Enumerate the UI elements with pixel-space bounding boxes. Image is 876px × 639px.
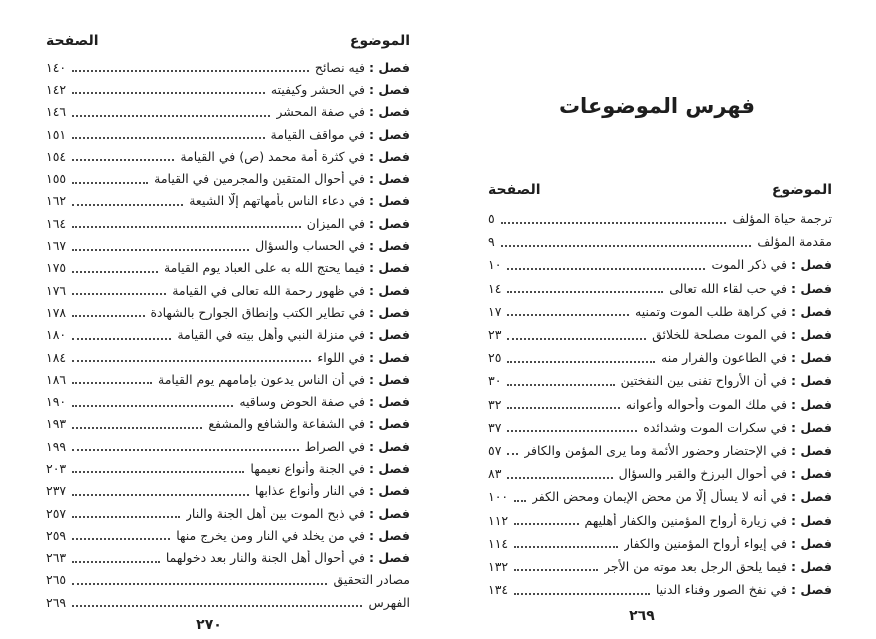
toc-entry-label bbox=[151, 305, 411, 320]
toc-entry-page-number: ٥ bbox=[488, 211, 495, 227]
dot-leader bbox=[507, 314, 629, 316]
toc-entry-label bbox=[532, 489, 832, 504]
dot-leader bbox=[72, 449, 298, 451]
toc-entry-prefix: فصل : bbox=[368, 126, 410, 142]
toc-entry bbox=[488, 253, 832, 276]
toc-entry-page-number: ٢٥٧ bbox=[46, 505, 67, 521]
toc-entry-label bbox=[585, 513, 832, 528]
toc-entry-title: مصادر التحقيق bbox=[333, 572, 410, 588]
toc-entry-prefix: فصل : bbox=[790, 373, 832, 389]
toc-entry-page-number: ١٧٨ bbox=[46, 304, 67, 320]
toc-entry-page-number: ١٧٦ bbox=[46, 282, 67, 298]
dot-leader bbox=[501, 245, 752, 247]
toc-header bbox=[488, 182, 832, 207]
dot-leader bbox=[72, 137, 264, 139]
toc-entry-label bbox=[307, 216, 410, 231]
toc-entry bbox=[46, 145, 410, 167]
toc-entry-label bbox=[158, 372, 410, 387]
toc-entry-label bbox=[239, 394, 410, 409]
toc-entry-page-number: ١٣٤ bbox=[488, 582, 509, 598]
toc-entry-label bbox=[643, 420, 832, 435]
toc-entry-prefix: فصل : bbox=[368, 416, 410, 432]
toc-entry-prefix: فصل : bbox=[368, 505, 410, 521]
toc-entry-title: في تطاير الكتب وإنطاق الجوارح بالشهادة bbox=[150, 304, 365, 320]
dot-leader bbox=[507, 338, 646, 340]
toc-entry-title: في النار وأنواع عذابها bbox=[254, 483, 365, 499]
toc-entry-prefix: فصل : bbox=[368, 327, 410, 343]
toc-entry-title: في الإحتضار وحضور الأئمة وما يرى المؤمن والكافر bbox=[524, 442, 787, 458]
toc-entry-prefix: فصل : bbox=[368, 371, 410, 387]
toc-entry-label bbox=[635, 304, 832, 319]
toc-entry-label bbox=[619, 466, 832, 481]
toc-entry-label bbox=[732, 211, 832, 226]
toc-entry-page-number: ٢٦٩ bbox=[46, 594, 67, 610]
dot-leader bbox=[72, 538, 170, 540]
dot-leader bbox=[507, 361, 655, 363]
toc-entry-title: في صفة الحوض وساقيه bbox=[239, 394, 365, 410]
toc-entry-label bbox=[255, 238, 410, 253]
toc-entry-prefix: فصل : bbox=[368, 394, 410, 410]
toc-entry-label bbox=[652, 327, 832, 342]
toc-entry-label bbox=[208, 416, 410, 431]
dot-leader bbox=[72, 471, 244, 473]
toc-entry-page-number: ١٤٦ bbox=[46, 104, 67, 120]
dot-leader bbox=[507, 407, 619, 409]
toc-entry-prefix: فصل : bbox=[368, 148, 410, 164]
toc-entry-title: في منزلة النبي وأهل بيته في القيامة bbox=[177, 327, 365, 343]
dot-leader bbox=[72, 494, 249, 496]
toc-entry bbox=[46, 413, 410, 435]
toc-entry-prefix: فصل : bbox=[790, 442, 832, 458]
toc-entry-label bbox=[166, 550, 410, 565]
toc-entry-prefix: فصل : bbox=[368, 527, 410, 543]
toc-entry-page-number: ١٧٥ bbox=[46, 260, 67, 276]
toc-entry-label bbox=[176, 528, 410, 543]
toc-entry-page-number: ١٤ bbox=[488, 280, 502, 296]
toc-entry-title: في الطاعون والفرار منه bbox=[661, 350, 787, 366]
toc-entry bbox=[46, 190, 410, 212]
toc-entry-title: في ظهور رحمة الله تعالى في القيامة bbox=[172, 282, 365, 298]
toc-entry-prefix: فصل : bbox=[790, 466, 832, 482]
dot-leader bbox=[507, 477, 612, 479]
toc-entry-page-number: ١٠ bbox=[488, 257, 502, 273]
toc-entry-prefix: فصل : bbox=[790, 419, 832, 435]
toc-entry-page-number: ٣٧ bbox=[488, 419, 502, 435]
toc-entry bbox=[46, 234, 410, 256]
toc-entry-prefix: فصل : bbox=[368, 460, 410, 476]
toc-entry bbox=[488, 532, 832, 555]
toc-entry-prefix: فصل : bbox=[368, 238, 410, 254]
toc-entry-title: في الحشر وكيفيته bbox=[270, 81, 365, 97]
toc-entry-title: في سكرات الموت وشدائده bbox=[643, 419, 787, 435]
toc-entry-title: في أحوال المتقين والمجرمين في القيامة bbox=[154, 171, 365, 187]
dot-leader bbox=[514, 523, 578, 525]
toc-entry-label bbox=[604, 559, 832, 574]
toc-entry-prefix: فصل : bbox=[368, 81, 410, 97]
toc-entry-title: فيما يلحق الرجل بعد موته من الأجر bbox=[604, 558, 787, 574]
dot-leader bbox=[514, 569, 598, 571]
toc-entry-label bbox=[711, 257, 832, 272]
toc-entry-prefix: فصل : bbox=[790, 558, 832, 574]
toc-entry-title: في أن الأرواح تفنى بين النفختين bbox=[620, 373, 787, 389]
toc-entry-prefix: فصل : bbox=[368, 550, 410, 566]
dot-leader bbox=[507, 268, 705, 270]
toc-entry-label bbox=[315, 60, 410, 75]
toc-entry-prefix: فصل : bbox=[368, 193, 410, 209]
dot-leader bbox=[72, 405, 233, 407]
page-right bbox=[438, 0, 876, 639]
toc-entry bbox=[488, 207, 832, 230]
toc-entry-page-number: ١٣٢ bbox=[488, 558, 509, 574]
dot-leader bbox=[514, 546, 618, 548]
toc-entry bbox=[46, 123, 410, 145]
toc-entry-page-number: ١٠٠ bbox=[488, 489, 509, 505]
toc-entry-title: في الجنة وأنواع نعيمها bbox=[250, 460, 365, 476]
toc-entry bbox=[488, 578, 832, 601]
page-number-folio-left: ٢٧٠ bbox=[196, 617, 222, 633]
toc-entry-label bbox=[271, 82, 410, 97]
toc-entry-title: في كراهة طلب الموت وتمنيه bbox=[635, 303, 787, 319]
dot-leader bbox=[507, 453, 518, 455]
toc-entry-page-number: ١٩٠ bbox=[46, 394, 67, 410]
toc-entry-page-number: ٢٦٥ bbox=[46, 572, 67, 588]
toc-entry-prefix: فصل : bbox=[790, 280, 832, 296]
toc-entry-title: في أحوال أهل الجنة والنار بعد دخولهما bbox=[165, 550, 365, 566]
toc-entry-title: في الحساب والسؤال bbox=[255, 238, 365, 254]
toc-entry-title: ترجمة حياة المؤلف bbox=[732, 211, 832, 227]
toc-entry-title: في دعاء الناس بأُمهاتهم إلّا الشيعة bbox=[189, 193, 365, 209]
toc-entry-page-number: ١٩٣ bbox=[46, 416, 67, 432]
toc-entry bbox=[46, 390, 410, 412]
toc-entry-label bbox=[624, 536, 832, 551]
toc-entry bbox=[488, 230, 832, 253]
toc-entry bbox=[46, 167, 410, 189]
toc-entry-prefix: فصل : bbox=[368, 304, 410, 320]
toc-entry-title: في ذبح الموت بين أهل الجنة والنار bbox=[185, 505, 365, 521]
toc-entry-label bbox=[250, 461, 410, 476]
toc-entry-label bbox=[305, 439, 410, 454]
dot-leader bbox=[72, 382, 152, 384]
toc-entry-page-number: ١٦٢ bbox=[46, 193, 67, 209]
toc-entry-label bbox=[626, 397, 832, 412]
dot-leader bbox=[72, 360, 311, 362]
toc-entry-prefix: فصل : bbox=[368, 104, 410, 120]
dot-leader bbox=[72, 516, 180, 518]
toc-entry-label bbox=[164, 260, 410, 275]
toc-entry-label bbox=[333, 572, 410, 587]
dot-leader bbox=[72, 182, 148, 184]
toc-entry-title: في الموت مصلحة للخلائق bbox=[652, 327, 787, 343]
toc-entry-title: في ملك الموت وأحواله وأعوانه bbox=[625, 396, 787, 412]
toc-entry-label bbox=[661, 350, 832, 365]
toc-entry bbox=[488, 555, 832, 578]
toc-entry-page-number: ٥٧ bbox=[488, 442, 502, 458]
toc-entry-title: في أحوال البرزخ والقبر والسؤال bbox=[618, 466, 787, 482]
dot-leader bbox=[72, 115, 270, 117]
toc-entry-title: مقدمة المؤلف bbox=[757, 234, 832, 250]
toc-entry-label bbox=[180, 149, 410, 164]
toc-entry-page-number: ٢٦٣ bbox=[46, 550, 67, 566]
toc-entry-label bbox=[154, 171, 410, 186]
dot-leader bbox=[72, 204, 183, 206]
toc-entry-prefix: فصل : bbox=[790, 303, 832, 319]
toc-entry bbox=[46, 480, 410, 502]
toc-entry bbox=[46, 524, 410, 546]
index-title: فهرس الموضوعات bbox=[558, 94, 756, 118]
toc-entry bbox=[488, 277, 832, 300]
toc-entry-page-number: ١٨٠ bbox=[46, 327, 67, 343]
column-header-topic: الموضوع bbox=[771, 182, 832, 198]
column-header-page: الصفحة bbox=[488, 182, 541, 198]
toc-entry-page-number: ١٩٩ bbox=[46, 438, 67, 454]
toc-entry-page-number: ٩ bbox=[488, 234, 495, 250]
dot-leader bbox=[72, 92, 265, 94]
toc-entry-page-number: ٢٣ bbox=[488, 327, 502, 343]
toc-entry-prefix: فصل : bbox=[790, 327, 832, 343]
toc-entry-title: في كثرة أُمة محمد (ص) في القيامة bbox=[180, 148, 365, 164]
toc-entry-page-number: ٢٣٧ bbox=[46, 483, 67, 499]
toc-entry-page-number: ١٤٢ bbox=[46, 81, 67, 97]
toc-entry bbox=[46, 301, 410, 323]
toc-entry-title: في حب لقاء الله تعالى bbox=[669, 280, 787, 296]
dot-leader bbox=[507, 291, 663, 293]
toc-entry-label bbox=[757, 234, 832, 249]
toc-entry-label bbox=[271, 127, 410, 142]
toc-entry-title: في نفخ الصور وفناء الدنيا bbox=[655, 582, 787, 598]
toc-entry-page-number: ١٦٧ bbox=[46, 238, 67, 254]
toc-left bbox=[46, 33, 410, 613]
toc-entry-label bbox=[186, 506, 410, 521]
toc-entry-label bbox=[368, 595, 410, 610]
toc-entry-page-number: ١٥٥ bbox=[46, 171, 67, 187]
toc-entry bbox=[488, 393, 832, 416]
toc-entry-title: فيما يحتج الله به على العباد يوم القيامة bbox=[163, 260, 365, 276]
toc-entry-label bbox=[177, 327, 410, 342]
toc-entry-label bbox=[189, 193, 410, 208]
toc-entry-prefix: فصل : bbox=[790, 396, 832, 412]
toc-entry-title: في ذكر الموت bbox=[711, 257, 787, 273]
toc-entry-title: في الشفاعة والشافع والمشفع bbox=[208, 416, 365, 432]
toc-entry-page-number: ١٨٤ bbox=[46, 349, 67, 365]
toc-entry bbox=[46, 591, 410, 613]
toc-entry-prefix: فصل : bbox=[368, 260, 410, 276]
toc-entry bbox=[488, 323, 832, 346]
toc-entry bbox=[488, 346, 832, 369]
toc-entry-page-number: ١١٤ bbox=[488, 535, 509, 551]
toc-entry bbox=[488, 416, 832, 439]
toc-entry-page-number: ١٤٠ bbox=[46, 59, 67, 75]
toc-entry-title: في الصراط bbox=[304, 438, 365, 454]
toc-entry-prefix: فصل : bbox=[790, 582, 832, 598]
toc-entry-page-number: ٢٥ bbox=[488, 350, 502, 366]
toc-entry-title: في إيواء أرواح المؤمنين والكفار bbox=[623, 535, 787, 551]
dot-leader bbox=[72, 605, 362, 607]
toc-entry bbox=[46, 212, 410, 234]
toc-entry bbox=[46, 569, 410, 591]
toc-entry-title: في مواقف القيامة bbox=[270, 126, 365, 142]
toc-entry-prefix: فصل : bbox=[368, 282, 410, 298]
column-header-page: الصفحة bbox=[46, 33, 99, 49]
toc-entry-page-number: ١٧ bbox=[488, 303, 502, 319]
toc-entry-page-number: ٢٠٣ bbox=[46, 460, 67, 476]
toc-entry-page-number: ١٨٦ bbox=[46, 371, 67, 387]
toc-entry-label bbox=[317, 350, 410, 365]
dot-leader bbox=[514, 500, 526, 502]
toc-header bbox=[46, 33, 410, 56]
toc-entry-label bbox=[255, 483, 410, 498]
toc-entry-page-number: ١١٢ bbox=[488, 512, 509, 528]
toc-entry-page-number: ١٦٤ bbox=[46, 215, 67, 231]
toc-entry-title: في الميزان bbox=[306, 215, 365, 231]
toc-entry bbox=[488, 439, 832, 462]
toc-entry-title: في من يخلد في النار ومن يخرج منها bbox=[176, 527, 365, 543]
toc-entry-title: الفهرس bbox=[368, 594, 410, 610]
toc-entry-title: في أن الناس يدعون بإمامهم يوم القيامة bbox=[158, 371, 365, 387]
toc-entry bbox=[46, 257, 410, 279]
toc-entry-prefix: فصل : bbox=[368, 171, 410, 187]
toc-entry bbox=[488, 300, 832, 323]
toc-entry bbox=[46, 324, 410, 346]
toc-entry-prefix: فصل : bbox=[368, 438, 410, 454]
toc-entry-label bbox=[656, 582, 832, 597]
toc-entry-prefix: فصل : bbox=[790, 257, 832, 273]
toc-entry-prefix: فصل : bbox=[790, 489, 832, 505]
toc-entry-page-number: ٨٣ bbox=[488, 466, 502, 482]
page-number-folio-right: ٢٦٩ bbox=[629, 608, 655, 624]
toc-entry bbox=[46, 547, 410, 569]
toc-entry bbox=[46, 78, 410, 100]
dot-leader bbox=[501, 222, 727, 224]
toc-entry-page-number: ٢٥٩ bbox=[46, 527, 67, 543]
toc-entry-prefix: فصل : bbox=[790, 512, 832, 528]
toc-entry bbox=[488, 369, 832, 392]
dot-leader bbox=[72, 583, 327, 585]
dot-leader bbox=[72, 271, 158, 273]
dot-leader bbox=[514, 593, 650, 595]
toc-entry-label bbox=[669, 281, 832, 296]
toc-entry-label bbox=[621, 373, 832, 388]
toc-entry-prefix: فصل : bbox=[368, 349, 410, 365]
toc-entry bbox=[488, 462, 832, 485]
toc-entry bbox=[46, 435, 410, 457]
toc-entry-page-number: ١٥١ bbox=[46, 126, 67, 142]
dot-leader bbox=[507, 430, 637, 432]
toc-entry bbox=[46, 56, 410, 78]
dot-leader bbox=[72, 338, 171, 340]
dot-leader bbox=[72, 159, 174, 161]
toc-entry-label bbox=[172, 283, 410, 298]
column-header-topic: الموضوع bbox=[349, 33, 410, 49]
toc-entry bbox=[46, 457, 410, 479]
toc-entry-prefix: فصل : bbox=[368, 59, 410, 75]
dot-leader bbox=[507, 384, 614, 386]
dot-leader bbox=[72, 226, 301, 228]
toc-entry-page-number: ١٥٤ bbox=[46, 148, 67, 164]
toc-entry bbox=[46, 368, 410, 390]
dot-leader bbox=[72, 249, 249, 251]
toc-entry-prefix: فصل : bbox=[790, 535, 832, 551]
dot-leader bbox=[72, 70, 309, 72]
toc-entry-title: في أنه لا يسأل إلّا من محض الإيمان ومحض الكفر bbox=[531, 489, 787, 505]
toc-entry-title: في اللواء bbox=[317, 349, 365, 365]
toc-entry-title: فيه نصائح bbox=[314, 59, 365, 75]
toc-rows-right bbox=[488, 207, 832, 601]
toc-entry bbox=[46, 346, 410, 368]
dot-leader bbox=[72, 315, 144, 317]
toc-entry bbox=[46, 101, 410, 123]
toc-entry-page-number: ٣٠ bbox=[488, 373, 502, 389]
toc-rows-left bbox=[46, 56, 410, 613]
dot-leader bbox=[72, 293, 166, 295]
toc-entry-label bbox=[276, 104, 410, 119]
toc-entry-title: في صفة المحشر bbox=[276, 104, 365, 120]
toc-right bbox=[488, 182, 832, 601]
toc-entry-prefix: فصل : bbox=[368, 215, 410, 231]
toc-entry-title: في زيارة أرواح المؤمنين والكفار أهليهم bbox=[584, 512, 787, 528]
toc-entry bbox=[488, 508, 832, 531]
toc-entry-page-number: ٣٢ bbox=[488, 396, 502, 412]
toc-entry-label bbox=[524, 443, 832, 458]
toc-entry bbox=[488, 485, 832, 508]
toc-entry-prefix: فصل : bbox=[790, 350, 832, 366]
toc-entry bbox=[46, 502, 410, 524]
dot-leader bbox=[72, 427, 202, 429]
dot-leader bbox=[72, 561, 160, 563]
toc-entry-prefix: فصل : bbox=[368, 483, 410, 499]
toc-entry bbox=[46, 279, 410, 301]
